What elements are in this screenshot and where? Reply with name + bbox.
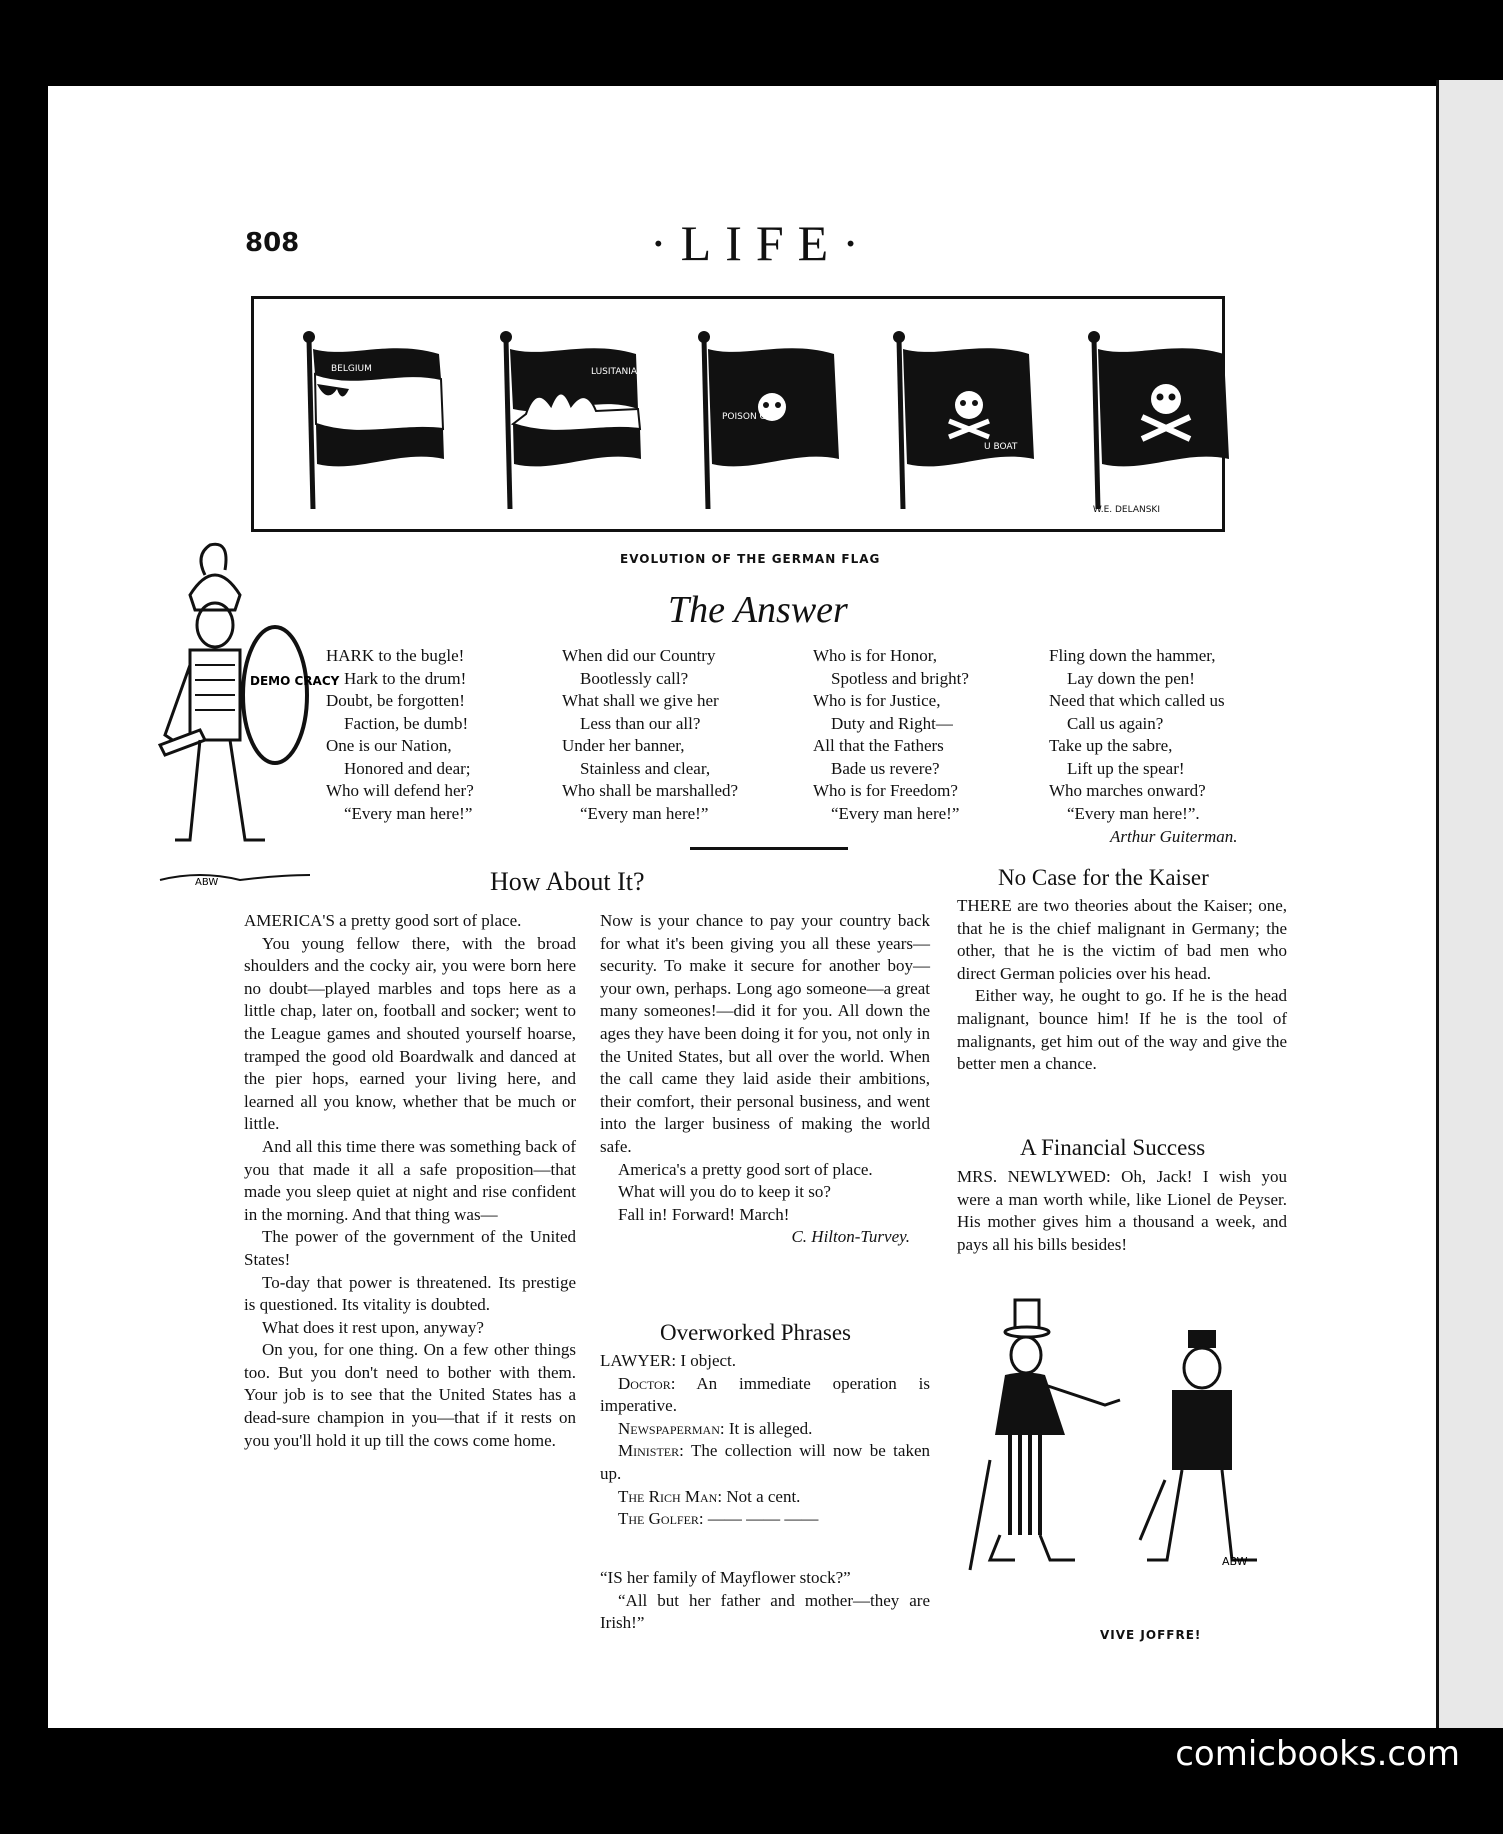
financial-article — [957, 1166, 1287, 1256]
verse-line: “Every man here!” — [831, 803, 960, 823]
paragraph: To-day that power is threatened. Its prestige is questioned. Its vitality is doubted. — [244, 1272, 576, 1315]
soldier-illustration — [150, 555, 340, 890]
uncle-sam-joffre-cartoon — [960, 1290, 1280, 1610]
paragraph: You young fellow there, with the broad shoulders and the cocky air, you were born here no doubt—played marbles and tops here as a little chap, later on, football and socker; went to the League games and shouted yourself hoarse, tramped the good old Boardwalk and danced at the pier hops, earned your living here, and learned all you know, whether that be much or little. — [244, 933, 576, 1134]
paragraph: The power of the government of the United States! — [244, 1227, 576, 1269]
stanza-1 — [326, 645, 474, 825]
facing-page-edge — [1436, 80, 1503, 1728]
page-edge — [1426, 86, 1436, 1728]
verse-line: Honored and dear; — [344, 758, 471, 778]
artist-signature: ABW — [1222, 1555, 1248, 1568]
paragraph: THERE are two theories about the Kaiser; one, that he is the chief malignant in Germany; the other, that he is the victim of bad men who direct German policies over his head. — [957, 896, 1287, 983]
flag-caption: EVOLUTION OF THE GERMAN FLAG — [620, 552, 881, 566]
flag-u-boat — [889, 329, 1049, 509]
article-column-1 — [244, 910, 576, 1452]
article-column-2 — [600, 910, 930, 1249]
verse-line: Bade us revere? — [831, 758, 940, 778]
paragraph: What will you do to keep it so? — [618, 1182, 831, 1202]
artist-signature: ABW — [195, 877, 219, 888]
speaker: LAWYER: — [600, 1351, 677, 1370]
flag-jolly-roger — [1084, 329, 1244, 509]
verse-line: Stainless and clear, — [580, 758, 711, 778]
speaker: Doctor: — [618, 1373, 676, 1393]
flag-lusitania — [496, 329, 656, 509]
paragraph: “IS her family of Mayflower stock?” — [600, 1568, 851, 1587]
verse-line: Lay down the pen! — [1067, 668, 1195, 688]
overworked-phrases — [600, 1350, 930, 1531]
kaiser-article — [957, 895, 1287, 1076]
mayflower-joke — [600, 1567, 930, 1635]
stanza-3 — [813, 645, 969, 825]
verse-line: “Every man here!” — [344, 803, 473, 823]
speaker: The Golfer: — [618, 1509, 704, 1529]
paragraph: MRS. NEWLYWED: Oh, Jack! I wish you were a man worth while, like Lionel de Peyser. His mother gives him a thousand a week, and pays all his bills besides! — [957, 1167, 1287, 1254]
flag-label: U BOAT — [984, 442, 1018, 452]
phrase: An immediate operation is imperative. — [600, 1373, 930, 1416]
verse-line: Who is for Freedom? — [813, 781, 958, 800]
paragraph: And all this time there was something back of you that made it all a safe proposition—that made you sleep quiet at night and rise confident in the morning. And that thing was— — [244, 1136, 576, 1224]
verse-line: Hark to the drum! — [344, 668, 467, 688]
verse-line: HARK to the bugle! — [326, 646, 465, 665]
verse-line: Faction, be dumb! — [344, 713, 469, 733]
stanza-2 — [562, 645, 738, 825]
cartoon-caption: VIVE JOFFRE! — [1100, 1628, 1202, 1642]
masthead: ·LIFE· — [650, 215, 873, 271]
verse-line: Who will defend her? — [326, 781, 474, 800]
phrase: I object. — [680, 1351, 737, 1370]
paragraph: Either way, he ought to go. If he is the head malignant, bounce him! If he is the tool of malignants, get him out of the way and give the better men a chance. — [957, 986, 1287, 1074]
section-title: A Financial Success — [1020, 1135, 1206, 1160]
phrase: The collection will now be taken up. — [600, 1441, 930, 1483]
flag-belgium — [299, 329, 459, 509]
section-title: Overworked Phrases — [660, 1320, 851, 1345]
paragraph: On you, for one thing. On a few other things too. But you don't need to bother with them. Your job is to see that the United States has a dead-sure champion in you—that if it rests on you you'll hold it up till the cows come home. — [244, 1340, 576, 1450]
verse-line: Take up the sabre, — [1049, 736, 1173, 755]
paragraph: Now is your chance to pay your country back for what it's been giving you all these years—security. To make it secure for another boy—your own, perhaps. Long ago someone—a great many someones!—did it for you. All down the ages they have been doing it for you, not only in the United States, but all over the world. When the call came they laid aside their ambitions, their comfort, their personal business, and went into the larger business of making the world safe. — [600, 911, 930, 1156]
verse-line: Bootlessly call? — [580, 668, 689, 688]
paragraph: America's a pretty good sort of place. — [618, 1159, 873, 1179]
poem-author: Arthur Guiterman. — [1110, 827, 1238, 846]
paragraph: AMERICA'S a pretty good sort of place. — [244, 911, 522, 930]
verse-line: What shall we give her — [562, 691, 719, 710]
verse-line: One is our Nation, — [326, 736, 452, 755]
phrase: It is alleged. — [728, 1418, 813, 1438]
verse-line: Lift up the spear! — [1067, 758, 1185, 778]
flag-label: BELGIUM — [331, 364, 372, 374]
flag-cartoon-panel — [251, 296, 1225, 532]
phrase: —— —— —— — [707, 1509, 819, 1529]
paragraph: Fall in! Forward! March! — [618, 1204, 790, 1224]
verse-line: Who is for Honor, — [813, 646, 937, 665]
article-author: C. Hilton-Turvey. — [791, 1227, 910, 1247]
verse-line: Under her banner, — [562, 736, 685, 755]
verse-line: “Every man here!”. — [1067, 803, 1200, 823]
verse-line: Who is for Justice, — [813, 691, 941, 710]
verse-line: Doubt, be forgotten! — [326, 691, 465, 710]
flag-label: POISON GAS — [722, 412, 779, 422]
article-title: How About It? — [490, 867, 645, 896]
watermark: comicbooks.com — [1175, 1734, 1460, 1774]
verse-line: Need that which called us — [1049, 691, 1225, 710]
verse-line: “Every man here!” — [580, 803, 709, 823]
verse-line: All that the Fathers — [813, 736, 944, 755]
artist-signature: W.E. DELANSKI — [1092, 505, 1160, 515]
verse-line: Fling down the hammer, — [1049, 646, 1216, 665]
verse-line: Duty and Right— — [831, 713, 953, 733]
page-number: 808 — [245, 228, 300, 258]
speaker: Minister: — [618, 1441, 684, 1461]
section-divider — [690, 847, 848, 850]
paragraph: “All but her father and mother—they are Irish!” — [600, 1590, 930, 1633]
flag-poison-gas — [694, 329, 854, 509]
verse-line: Less than our all? — [580, 713, 701, 733]
poem-title: The Answer — [668, 589, 848, 631]
verse-line: Who shall be marshalled? — [562, 781, 739, 800]
verse-line: Spotless and bright? — [831, 668, 969, 688]
section-title: No Case for the Kaiser — [998, 865, 1209, 890]
speaker: The Rich Man: — [618, 1486, 723, 1506]
speaker: Newspaperman: — [618, 1418, 725, 1438]
phrase: Not a cent. — [726, 1486, 801, 1506]
stanza-4 — [1049, 645, 1225, 825]
verse-line: Who marches onward? — [1049, 781, 1206, 800]
shield-text: DEMO CRACY — [250, 674, 340, 688]
paragraph: What does it rest upon, anyway? — [262, 1317, 484, 1337]
verse-line: When did our Country — [562, 646, 716, 665]
flag-label: LUSITANIA — [591, 367, 638, 377]
verse-line: Call us again? — [1067, 713, 1164, 733]
